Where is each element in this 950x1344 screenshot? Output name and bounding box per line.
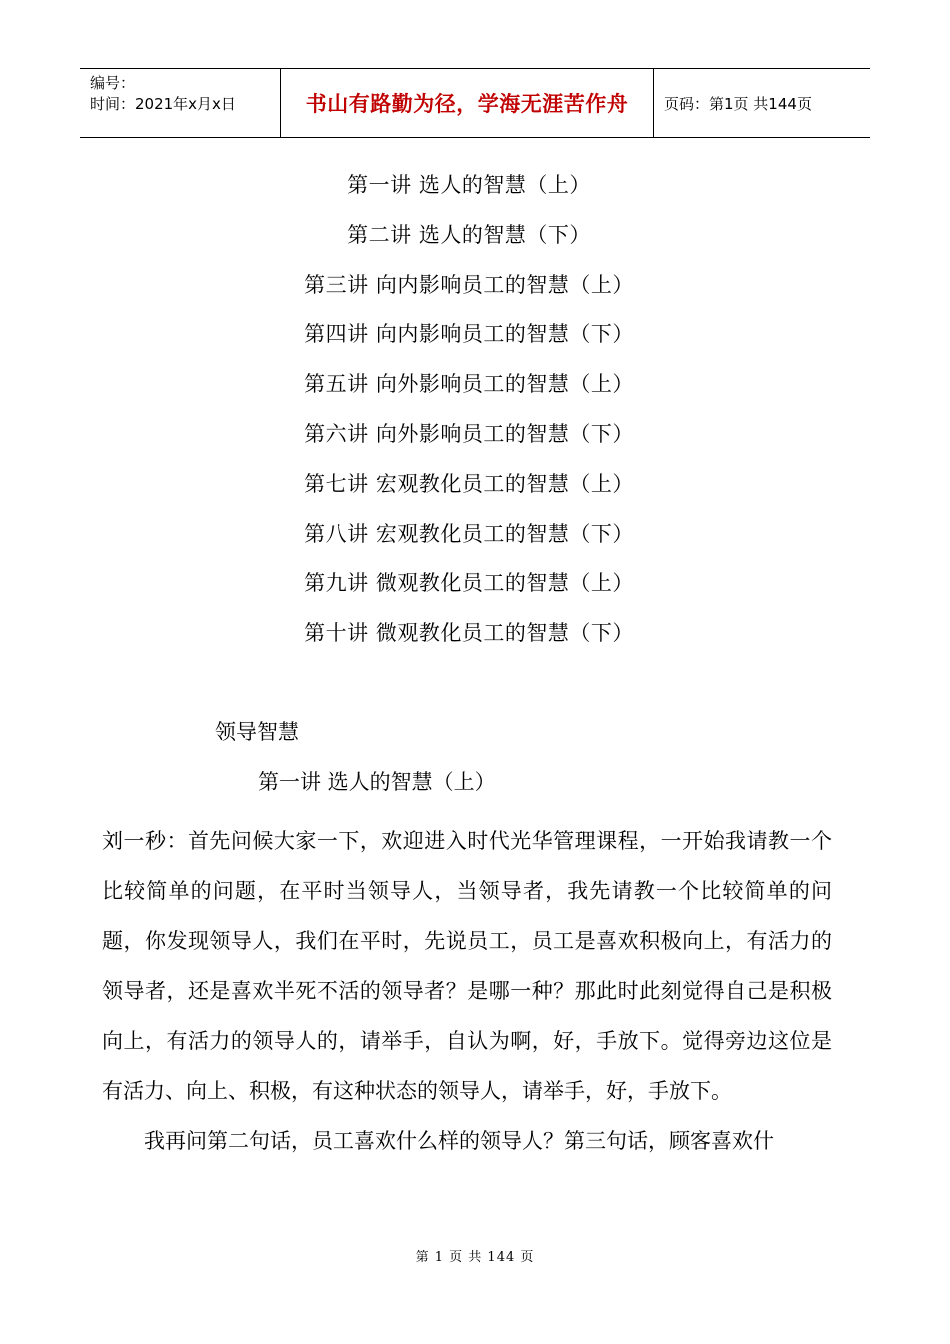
toc-item: 第七讲 宏观教化员工的智慧（上） <box>304 471 634 496</box>
page-header <box>80 68 870 138</box>
lecture-title: 第一讲 选人的智慧（上） <box>258 770 496 794</box>
toc-item: 第八讲 宏观教化员工的智慧（下） <box>304 521 634 546</box>
header-motto: 书山有路勤为径，学海无涯苦作舟 <box>281 69 654 137</box>
toc-item: 第三讲 向内影响员工的智慧（上） <box>304 272 634 297</box>
table-of-contents <box>0 166 938 664</box>
paragraph: 刘一秒：首先问候大家一下，欢迎进入时代光华管理课程，一开始我请教一个比较简单的问题，在平时当领导人，当领导者，我先请教一个比较简单的问题，你发现领导人，我们在平时，先说员工，员工是喜欢积极向上，有活力的领导者，还是喜欢半死不活的领导者？是哪一种？那此时此刻觉得自己是积极向上，有活力的领导人的，请举手，自认为啊，好，手放下。觉得旁边这位是有活力、向上、积极，有这种状态的领导人，请举手，好，手放下。 <box>102 829 832 1103</box>
body-text <box>102 816 832 1166</box>
paragraph: 我再问第二句话，员工喜欢什么样的领导人？第三句话，顾客喜欢什 <box>144 1129 774 1153</box>
toc-item: 第四讲 向内影响员工的智慧（下） <box>304 322 634 347</box>
toc-item: 第九讲 微观教化员工的智慧（上） <box>304 571 634 596</box>
section-heading: 领导智慧 <box>215 720 299 744</box>
toc-item: 第五讲 向外影响员工的智慧（上） <box>304 372 634 397</box>
toc-item: 第六讲 向外影响员工的智慧（下） <box>304 421 634 446</box>
header-page-info: 页码：第1页 共144页 <box>664 94 812 113</box>
toc-item: 第十讲 微观教化员工的智慧（下） <box>304 621 634 646</box>
document-number-label: 编号： <box>90 74 136 92</box>
header-meta-cell <box>80 69 281 137</box>
toc-item: 第一讲 选人的智慧（上） <box>347 173 591 197</box>
toc-item: 第二讲 选人的智慧（下） <box>347 222 591 247</box>
document-time-label: 时间：2021年x月x日 <box>90 95 236 113</box>
page-footer: 第 1 页 共 144 页 <box>415 1250 535 1265</box>
